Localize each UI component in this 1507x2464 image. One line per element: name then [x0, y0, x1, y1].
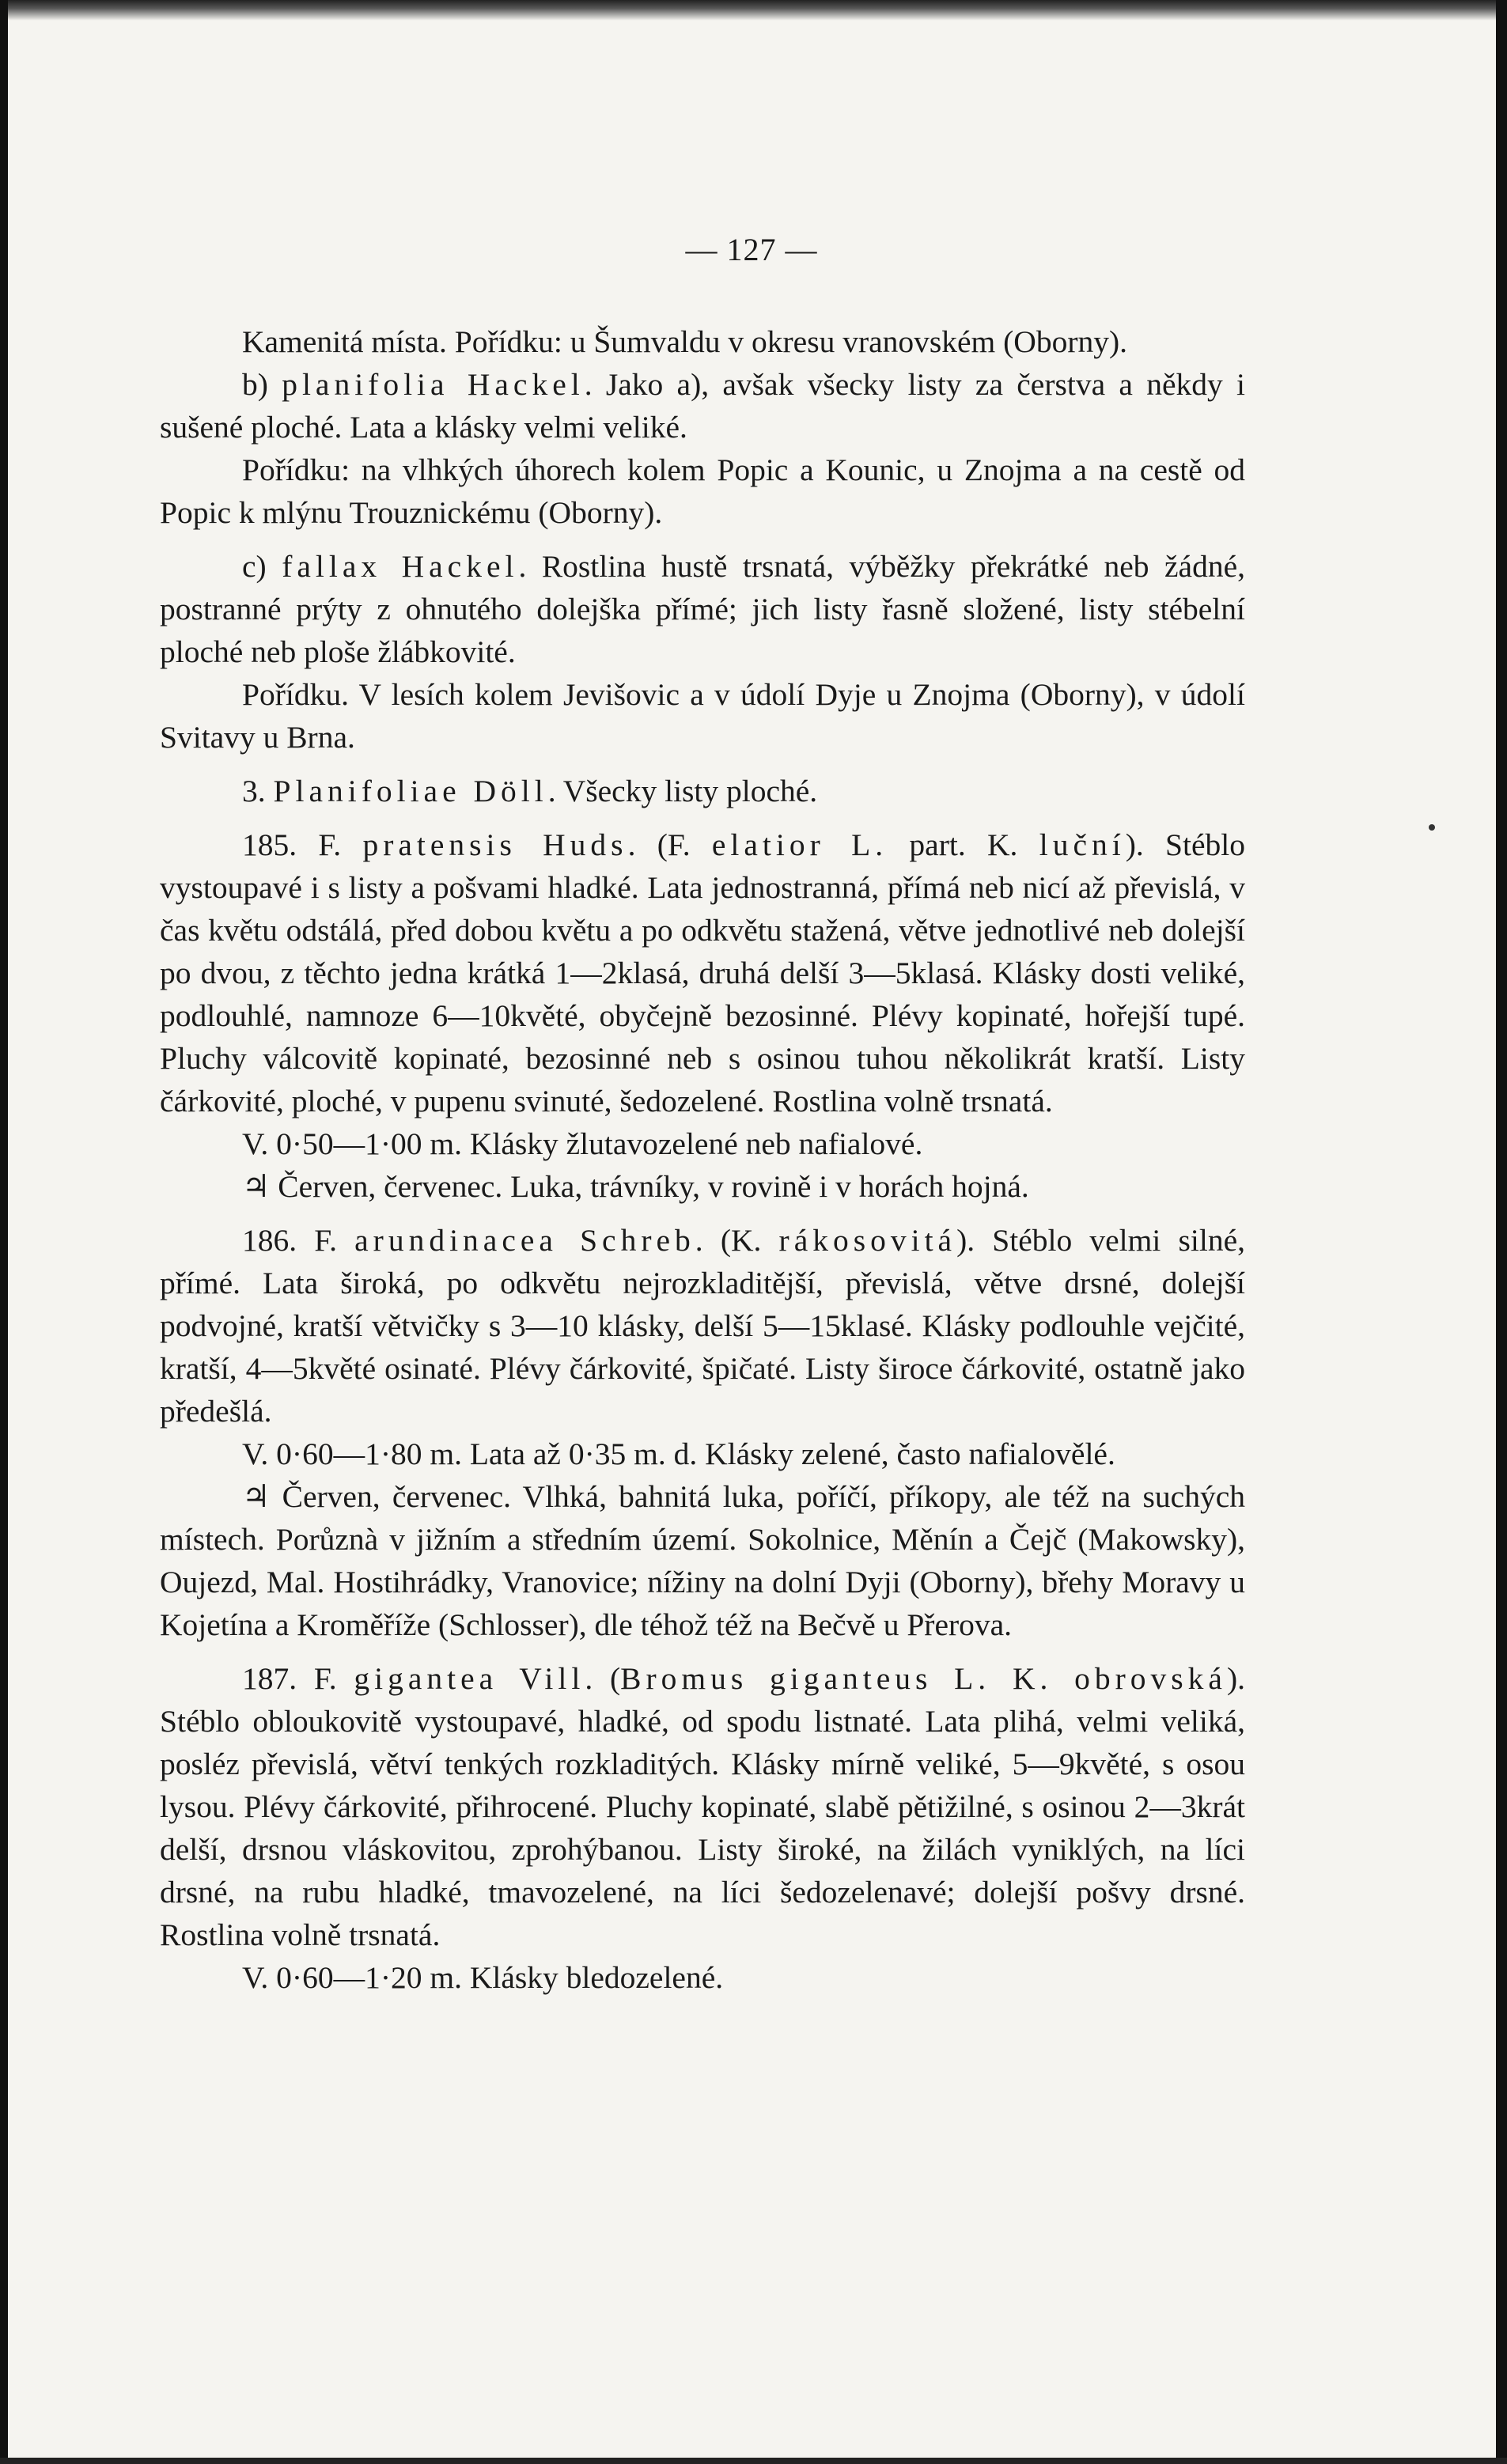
- paragraph: [160, 1657, 1245, 1956]
- text-run: 186. F.: [242, 1223, 355, 1258]
- text-run: ). Stéblo vystoupavé i s listy a pošvami hladké. Lata jednostranná, přímá neb nicí až převislá, v čas květu odstálá, před dobou květu a po odkvětu stažená, větve jednotlivé neb dolejší po dvou, z těchto jedna krátká 1—2klasá, druhá delší 3—5klasá. Klásky dosti veliké, podlouhlé, namnoze 6—10květé, obyčejně bezosinné. Plévy kopinaté, hořejší tupé. Pluchy válcovitě kopinaté, bezosinné neb s osinou tuhou několikrát kratší. Listy čárkovité, ploché, v pupenu svinuté, šedozelené. Rostlina volně trsnatá.: [160, 827, 1246, 1118]
- text-run: V. 0·60—1·20 m. Klásky bledozelené.: [242, 1960, 724, 1995]
- paragraph: [160, 673, 1245, 759]
- text-run: 187. F.: [242, 1661, 354, 1696]
- text-run: 185. F.: [242, 827, 363, 862]
- czech-name: luční: [1039, 827, 1126, 862]
- text-run: ♃ Červen, červenec. Vlhká, bahnitá luka, poříčí, příkopy, ale též na suchých místech. Porůznà v jižním a středním území. Sokolnice, Měnín a Čejč (Makowsky), Oujezd, Mal. Hostihrádky, Vranovice; nížiny na dolní Dyji (Oborny), břehy Moravy u Kojetína a Kroměříže (Schlosser), dle téhož též na Bečvě u Přerova.: [160, 1479, 1245, 1642]
- text-run: V. 0·50—1·00 m. Klásky žlutavozelené neb nafialové.: [242, 1126, 923, 1161]
- text-run: V. 0·60—1·80 m. Lata až 0·35 m. d. Klásky zelené, často nafialovělé.: [242, 1436, 1115, 1471]
- taxon-name: fallax Hackel: [282, 549, 519, 584]
- paragraph: [160, 1956, 1245, 1999]
- text-run: Kamenitá místa. Pořídku: u Šumvaldu v okresu vranovském (Oborny).: [242, 324, 1127, 359]
- scan-border-bottom: [0, 2458, 1507, 2464]
- text-run: . Všecky listy ploché.: [547, 774, 818, 808]
- paragraph: [160, 1165, 1245, 1208]
- text-run: . (F.: [627, 827, 712, 862]
- czech-name: rákosovitá: [778, 1223, 957, 1258]
- paragraph: [160, 770, 1245, 812]
- paragraph: [160, 449, 1245, 534]
- paragraph: [160, 1475, 1245, 1646]
- taxon-name: pratensis Huds: [362, 827, 628, 862]
- taxon-name: gigantea Vill: [354, 1661, 585, 1696]
- text-run: ). Stéblo obloukovitě vystoupavé, hladké, od spodu listnaté. Lata plihá, velmi veliká, posléz převislá, větví tenkých rozkladitých. Klásky mírně veliké, 5—9květé, s osou lysou. Plévy čárkovité, přihrocené. Pluchy kopinaté, slabě pětižilné, s osinou 2—3krát delší, drsnou vláskovitou, zprohýbanou. Listy široké, na žilách vyniklých, na líci drsné, na rubu hladké, tmavozelené, na líci šedozelenavé; dolejší pošvy drsné. Rostlina volně trsnatá.: [160, 1661, 1245, 1952]
- paragraph: [160, 545, 1245, 673]
- text-run: ). Stéblo velmi silné, přímé. Lata široká, po odkvětu nejrozkladitější, převislá, větve drsné, dolejší podvojné, kratší větvičky s 3—10 klásky, delší 5—15klasé. Klásky podlouhle vejčité, kratší, 4—5květé osinaté. Plévy čárkovité, špičaté. Listy široce čárkovité, ostatně jako předešlá.: [160, 1223, 1245, 1429]
- taxon-name: arundinacea Schreb: [354, 1223, 695, 1258]
- text-run: c): [242, 549, 282, 584]
- text-run: Pořídku: na vlhkých úhorech kolem Popic a Kounic, u Znojma a na cestě od Popic k mlýnu Trouznickému (Oborny).: [160, 452, 1245, 530]
- text-run: . (: [585, 1661, 621, 1696]
- scan-border-right: [1496, 0, 1507, 2464]
- paragraph: [160, 823, 1245, 1122]
- taxon-name: elatior L.: [711, 827, 888, 862]
- text-run: . Jako a), avšak všecky listy za čerstva a někdy i sušené ploché. Lata a klásky velmi veliké.: [160, 367, 1245, 445]
- taxon-name: Planifoliae Döll: [273, 774, 548, 808]
- text-run: . (K.: [695, 1223, 779, 1258]
- taxon-name: planifolia Hackel: [282, 367, 585, 402]
- paragraph: [160, 363, 1245, 449]
- scan-border-top: [0, 0, 1507, 21]
- paragraph: [160, 1433, 1245, 1475]
- text-run: b): [242, 367, 282, 402]
- text-run: . Rostlina hustě trsnatá, výběžky překrátké neb žádné, postranné prýty z ohnutého dolejška přímé; jich listy řasně složené, listy stébelní ploché neb ploše žlábkovité.: [160, 549, 1245, 669]
- taxon-name: Bromus giganteus L. K. obrovská: [620, 1661, 1227, 1696]
- body-text: [160, 320, 1245, 1999]
- text-run: ♃ Červen, červenec. Luka, trávníky, v rovině i v horách hojná.: [242, 1169, 1029, 1204]
- page-number: — 127 —: [685, 232, 818, 267]
- paragraph: [160, 1219, 1245, 1433]
- text-run: 3.: [242, 774, 274, 808]
- scan-speck: [1429, 824, 1435, 831]
- paragraph: [160, 320, 1245, 363]
- text-run: Pořídku. V lesích kolem Jevišovic a v údolí Dyje u Znojma (Oborny), v údolí Svitavy u Brna.: [160, 677, 1245, 755]
- paragraph: [160, 1122, 1245, 1165]
- text-run: part. K.: [888, 827, 1039, 862]
- scan-border-left: [0, 0, 8, 2464]
